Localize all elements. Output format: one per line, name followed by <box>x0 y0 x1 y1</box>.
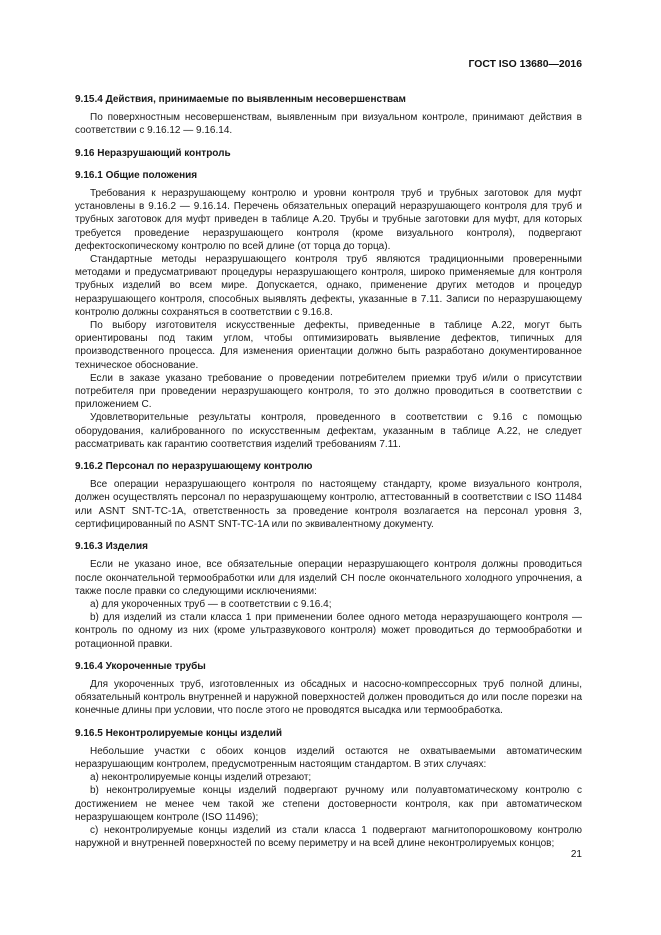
paragraph: Небольшие участки с обоих концов изделий остаются не охватываемыми автоматическим неразрушающим контролем, предусмотренным настоящим стандартом. В этих случаях: <box>75 745 582 770</box>
list-item: с) неконтролируемые концы изделий из стали класса 1 подвергают магнитопорошковому контролю наружной и внутренней поверхностей по всему периметру и на всей длине неконтролируемых концов; <box>75 824 582 850</box>
heading-9-15-4: 9.15.4 Действия, принимаемые по выявленным несовершенствам <box>75 94 406 105</box>
list-item: а) неконтролируемые концы изделий отрезают; <box>90 772 312 784</box>
page-number: 21 <box>570 849 582 860</box>
paragraph: Если не указано иное, все обязательные операции неразрушающего контроля должны проводиться после окончательной термообработки или для изделий СН после окончательного холодного упрочнения, а также после правки со следующими исключениями: <box>75 559 582 597</box>
paragraph: Стандартные методы неразрушающего контроля труб являются традиционными проверенными методами и предусматривают процедуры неразрушающего контроля, широко применяемые для контроля трубных изделий во всем мире. Допускается, однако, применение других методов и процедур неразрушающего контроля, способных выявлять дефекты, указанные в 7.11. Записи по неразрушающему контролю должны сохраняться в соответствии с 9.16.8. <box>75 254 582 318</box>
paragraph: Для укороченных труб, изготовленных из обсадных и насосно-компрессорных труб полной длины, обязательный контроль внутренней и наружной поверхностей должен проводиться до или после порезки на конечные длины при условии, что после этого не проводятся высадка или термообработка. <box>75 678 582 717</box>
heading-9-16-2: 9.16.2 Персонал по неразрушающему контролю <box>75 461 313 473</box>
paragraph: По выбору изготовителя искусственные дефекты, приведенные в таблице А.22, могут быть ориентированы под таким углом, чтобы оптимизировать выявление дефектов, типичных для производственного процесса. Для изменения ориентации должно быть разработано документированное техническое обоснование. <box>75 320 582 371</box>
page-content <box>75 93 582 850</box>
paragraph: Если в заказе указано требование о проведении потребителем приемки труб и/или о присутствии потребителя при проведении неразрушающего контроля, то это должно проводиться в соответствии с приложением С. <box>75 372 582 411</box>
list-item: b) для изделий из стали класса 1 при применении более одного метода неразрушающего контроля — контроль по одному из них (кроме ультразвукового контроля) может проводиться до термообработки и ротационной правки. <box>75 612 582 650</box>
standard-header: ГОСТ ISO 13680—2016 <box>468 59 582 70</box>
heading-9-16-4: 9.16.4 Укороченные трубы <box>75 660 206 672</box>
list-item: b) неконтролируемые концы изделий подвергают ручному или полуавтоматическому контролю с достижением не менее чем такой же степени достоверности контроля, как при автоматическом неразрушающем контроле (ISO 11496); <box>75 785 582 823</box>
heading-9-16: 9.16 Неразрушающий контроль <box>75 147 231 159</box>
list-item: а) для укороченных труб — в соответствии с 9.16.4; <box>90 598 332 610</box>
paragraph: Удовлетворительные результаты контроля, проведенного в соответствии с 9.16 с помощью оборудования, калиброванного по искусственным дефектам, указанным в таблице А.22, не следует рассматривать как гарантию соответствия изделий требованиям 7.11. <box>75 412 582 450</box>
paragraph: По поверхностным несовершенствам, выявленным при визуальном контроле, принимают действия в соответствии с 9.16.12 — 9.16.14. <box>75 112 582 137</box>
paragraph: Все операции неразрушающего контроля по настоящему стандарту, кроме визуального контроля, должен осуществлять персонал по неразрушающему контролю, аттестованный в соответствии с ISO 11484 или ASNT SNT-TC-1A, ответственность за проведение контроля возлагается на персонал уровня 3, сертифицированный по ASNT SNT-TC-1A или по эквивалентному документу. <box>75 479 582 530</box>
heading-9-16-3: 9.16.3 Изделия <box>75 541 148 553</box>
paragraph: Требования к неразрушающему контролю и уровни контроля труб и трубных заготовок для муфт установлены в 9.16.2 — 9.16.14. Перечень обязательных операций неразрушающего контроля для труб и трубных заготовок для муфт приведен в таблице А.20. Трубы и трубные заготовки для муфт, для которых требуется проведение неразрушающего контроля (кроме визуального контроля), подвергают дефектоскопическому контролю по всей длине (от торца до торца). <box>75 188 582 252</box>
heading-9-16-1: 9.16.1 Общие положения <box>75 169 198 181</box>
heading-9-16-5: 9.16.5 Неконтролируемые концы изделий <box>75 727 283 739</box>
